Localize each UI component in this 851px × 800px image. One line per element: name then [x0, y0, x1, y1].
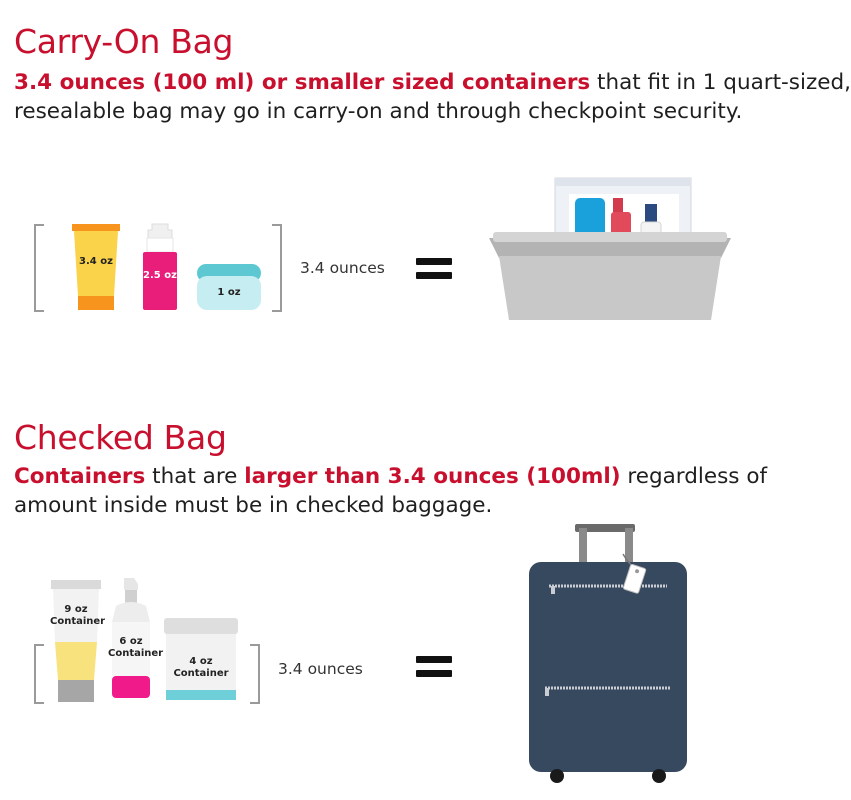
checked-highlight-2: larger than 3.4 ounces (100ml)	[244, 464, 621, 489]
pump-bottle-container	[142, 224, 178, 310]
large-jar-label: 4 oz Container	[173, 656, 229, 679]
security-bin	[485, 176, 735, 326]
carry-on-desc-rest: that fit in 1 quart-sized,	[590, 70, 851, 95]
large-tube-label: 9 oz Container	[50, 604, 106, 627]
right-bracket	[272, 224, 282, 312]
checked-desc-part2: that are	[145, 464, 245, 489]
checked-desc-part4: regardless of	[620, 464, 768, 489]
equals-sign	[416, 656, 452, 684]
checked-desc-line2: amount inside must be in checked baggage.	[14, 493, 493, 518]
carry-on-desc-line2: resealable bag may go in carry-on and through checkpoint security.	[14, 99, 743, 124]
checked-highlight-1: Containers	[14, 464, 146, 489]
jar-label: 1 oz	[217, 287, 241, 298]
checked-total-label: 3.4 ounces	[278, 660, 363, 678]
tube-container	[70, 224, 122, 312]
jar-container	[195, 262, 263, 312]
carry-on-total-label: 3.4 ounces	[300, 259, 385, 277]
pump-bottle-icon	[142, 224, 178, 310]
left-bracket	[34, 224, 44, 312]
equals-sign	[416, 258, 452, 286]
checked-title: Checked Bag	[14, 418, 227, 457]
large-jar-container	[162, 618, 240, 702]
large-pump-container	[108, 578, 164, 700]
tube-icon	[70, 224, 122, 312]
carry-on-description	[14, 68, 851, 126]
suitcase-icon	[527, 520, 689, 786]
carry-on-highlight: 3.4 ounces (100 ml) or smaller sized containers	[14, 70, 591, 95]
checked-description	[14, 462, 804, 520]
suitcase	[527, 520, 689, 786]
tube-icon	[50, 580, 106, 704]
security-bin-icon	[485, 176, 735, 326]
left-bracket	[34, 644, 44, 704]
right-bracket	[250, 644, 260, 704]
carry-on-title: Carry-On Bag	[14, 22, 234, 61]
pump-label: 2.5 oz	[143, 270, 177, 281]
tube-label: 3.4 oz	[79, 256, 113, 267]
large-pump-label: 6 oz Container	[108, 636, 164, 659]
large-tube-container	[50, 580, 106, 704]
